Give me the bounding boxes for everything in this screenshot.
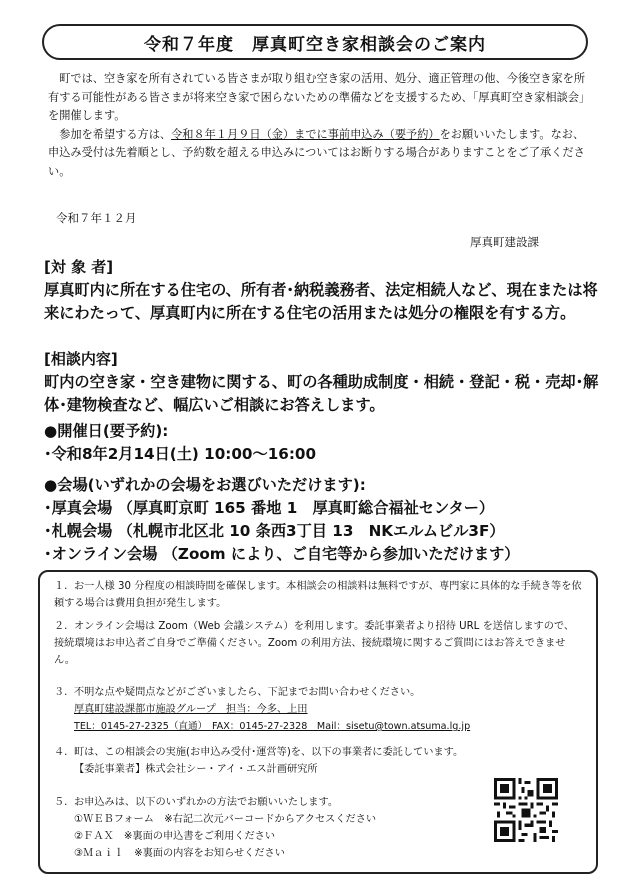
contractor-name: 【委託事業者】株式会社シー・アイ・エス計画研究所 bbox=[74, 764, 318, 775]
note-number: ５. bbox=[54, 797, 68, 808]
intro-p2-post: をお願いいたします。なお、申込み受付は先着順とし、予約数を超える申込みについてはお断りする場合がありますことをご了承ください。 bbox=[48, 127, 585, 178]
apply-method-fax: ②ＦＡＸ ※裏面の申込書をご利用ください bbox=[74, 831, 276, 842]
intro-paragraph-2 bbox=[48, 126, 588, 182]
apply-method-web: ①ＷＥＢフォーム ※右記二次元バーコードからアクセスください bbox=[74, 814, 377, 825]
venue-heading: ●会場(いずれかの会場をお選びいただけます): bbox=[44, 476, 366, 494]
note-number: ４. bbox=[54, 747, 68, 758]
note-4 bbox=[54, 744, 584, 778]
issue-date: 令和７年１２月 bbox=[56, 211, 137, 225]
target-body: 厚真町内に所在する住宅の、所有者･納税義務者、法定相続人など、現在または将来にわたって、厚真町内に所在する住宅の活用または処分の権限を有する方。 bbox=[44, 281, 598, 322]
schedule-section bbox=[44, 420, 604, 466]
venue-item: ･札幌会場 （札幌市北区北 10 条西3丁目 13 NKエルムビル3F） bbox=[44, 522, 505, 540]
contact-phone-mail: TEL：0145-27-2325（直通） FAX：0145-27-2328 Mail：sisetu@town.atsuma.lg.jp bbox=[74, 721, 471, 732]
schedule-value: ･令和8年2月14日(土) 10:00～16:00 bbox=[44, 445, 317, 463]
contact-group: 厚真町建設課都市施設グループ 担当：今多、上田 bbox=[74, 704, 308, 715]
intro-p2-pre: 参加を希望する方は、 bbox=[59, 127, 172, 141]
department-name: 厚真町建設課 bbox=[470, 235, 539, 249]
title-text: 令和７年度 厚真町空き家相談会のご案内 bbox=[144, 34, 486, 55]
venue-item: ･厚真会場 （厚真町京町 165 番地 1 厚真町総合福祉センター） bbox=[44, 499, 495, 517]
note-3-text: 不明な点や疑問点などがございましたら、下記までお問い合わせください。 bbox=[74, 687, 421, 698]
note-number: ２. bbox=[54, 621, 68, 632]
target-section bbox=[44, 256, 604, 325]
intro-section bbox=[48, 70, 588, 181]
note-number: ３. bbox=[54, 687, 68, 698]
apply-method-mail: ③Ｍａｉｌ ※裏面の内容をお知らせください bbox=[74, 848, 285, 859]
note-number: １. bbox=[54, 581, 68, 592]
note-4-text: 町は、この相談会の実施(お申込み受付･運営等)を、以下の事業者に委託しています。 bbox=[74, 747, 464, 758]
intro-paragraph-1: 町では、空き家を所有されている皆さまが取り組む空き家の活用、処分、適正管理の他、今後空き家を所有する可能性がある皆さまが将来空き家で困らないための準備などを支援するため、「厚真町空き家相談会」を開催します。 bbox=[48, 72, 586, 122]
target-heading: [対 象 者] bbox=[44, 258, 114, 276]
note-5-text: お申込みは、以下のいずれかの方法でお願いいたします。 bbox=[74, 797, 339, 808]
deadline-text: 令和８年１月９日（金）までに事前申込み（要予約） bbox=[171, 127, 440, 141]
venue-section bbox=[44, 474, 604, 566]
venue-item: ･オンライン会場 （Zoom により、ご自宅等から参加いただけます） bbox=[44, 545, 520, 563]
note-1 bbox=[54, 578, 584, 612]
page-title bbox=[42, 24, 588, 60]
content-section bbox=[44, 348, 604, 417]
schedule-heading: ●開催日(要予約): bbox=[44, 422, 169, 440]
content-body: 町内の空き家・空き建物に関する、町の各種助成制度・相続・登記・税・売却･解体･建物検査など、幅広いご相談にお答えします。 bbox=[44, 373, 599, 414]
qr-code-icon[interactable] bbox=[494, 778, 558, 842]
note-2 bbox=[54, 618, 584, 669]
note-3 bbox=[54, 684, 584, 735]
note-1-text: お一人様 30 分程度の相談時間を確保します。本相談会の相談料は無料ですが、専門家に具体的な手続き等を依頼する場合は費用負担が発生します。 bbox=[54, 581, 582, 609]
content-heading: [相談内容] bbox=[44, 350, 118, 368]
note-2-text: オンライン会場は Zoom（Web 会議システム）を利用します。委託事業者より招待 URL を送信しますので、接続環境はお申込者ご自身でご準備ください。Zoom の利用方法、接続環境に関するご質問にはお答えできません。 bbox=[54, 621, 575, 666]
